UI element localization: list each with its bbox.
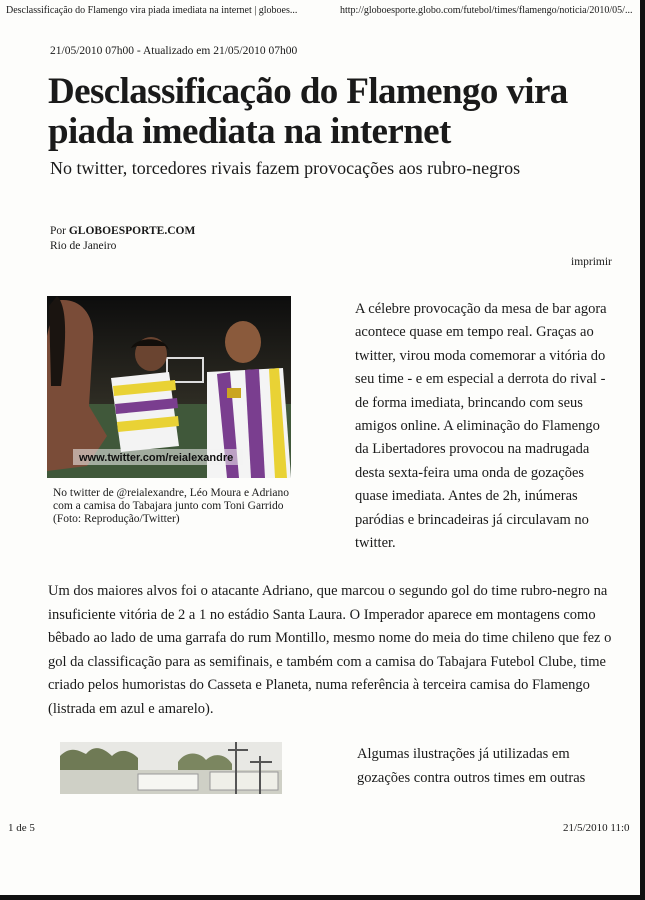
article-photo [47,296,291,478]
scan-edge-bottom [0,895,645,900]
byline [50,224,195,254]
print-header-title: Desclassificação do Flamengo vira piada imediata na internet | globoes... [6,5,298,16]
paragraph-2-text-a: Um dos maiores alvos foi o atacante Adriano, que marcou o segundo gol do time [48,583,521,599]
article-subtitle: No twitter, torcedores rivais fazem provocações aos rubro-negros [50,158,521,178]
article-paragraph-2 [48,580,623,722]
paragraph-2-text-c: aparece em montagens como bêbado ao lado de uma garrafa do rum Montillo, mesmo nome do meia do time chileno que fez o gol da classificação para as semifinais, e também com a camisa do Tabajara Futebol Clube, time criado pelos humoristas do Casseta e Planeta, numa referência à terceira camisa do Flamengo (listrada em azul e amarelo). [48,606,612,717]
page-counter: 1 de 5 [8,822,35,834]
article-paragraph-3: Algumas ilustrações já utilizadas em gozações contra outros times em outras [357,746,586,786]
byline-source: GLOBOESPORTE.COM [68,225,196,237]
photo-caption: No twitter de @reialexandre, Léo Moura e Adriano com a camisa do Tabajara junto com Toni Garrido (Foto: Reprodução/Twitter) [53,487,290,525]
imperador-link[interactable]: Imperador [363,606,425,623]
scan-edge-right [640,0,645,900]
print-header-url: http://globoesporte.globo.com/futebol/times/flamengo/noticia/2010/05/... [340,5,633,16]
illustration-photo [60,742,282,794]
byline-prefix: Por [50,225,66,237]
article-paragraph-1: A célebre provocação da mesa de bar agora acontece quase em tempo real. Graças ao twitter, virou moda comemorar a vitória do seu time - e em especial a derrota do rival - de forma imediata, brincando com seus amigos online. A eliminação do Flamengo da Libertadores provocou na madrugada desta sexta-feira uma onda de gozações quase imediata. Antes de 2h, inúmeras paródias e brincadeiras já circulavam no twitter. [355,301,607,552]
byline-location: Rio de Janeiro [50,240,117,252]
article-dateline: 21/05/2010 07h00 - Atualizado em 21/05/2010 07h00 [50,45,298,57]
paragraph-2-text-b: na insuficiente vitória de 2 a 1 no estádio Santa Laura. O [48,583,608,623]
article-title: Desclassificação do Flamengo vira piada imediata na internet [48,71,568,152]
print-timestamp: 21/5/2010 11:0 [563,822,630,834]
photo-watermark: www.twitter.com/reialexandre [79,452,234,464]
rubro-negro-link[interactable]: rubro-negro [520,583,591,599]
print-link[interactable]: imprimir [571,256,612,268]
